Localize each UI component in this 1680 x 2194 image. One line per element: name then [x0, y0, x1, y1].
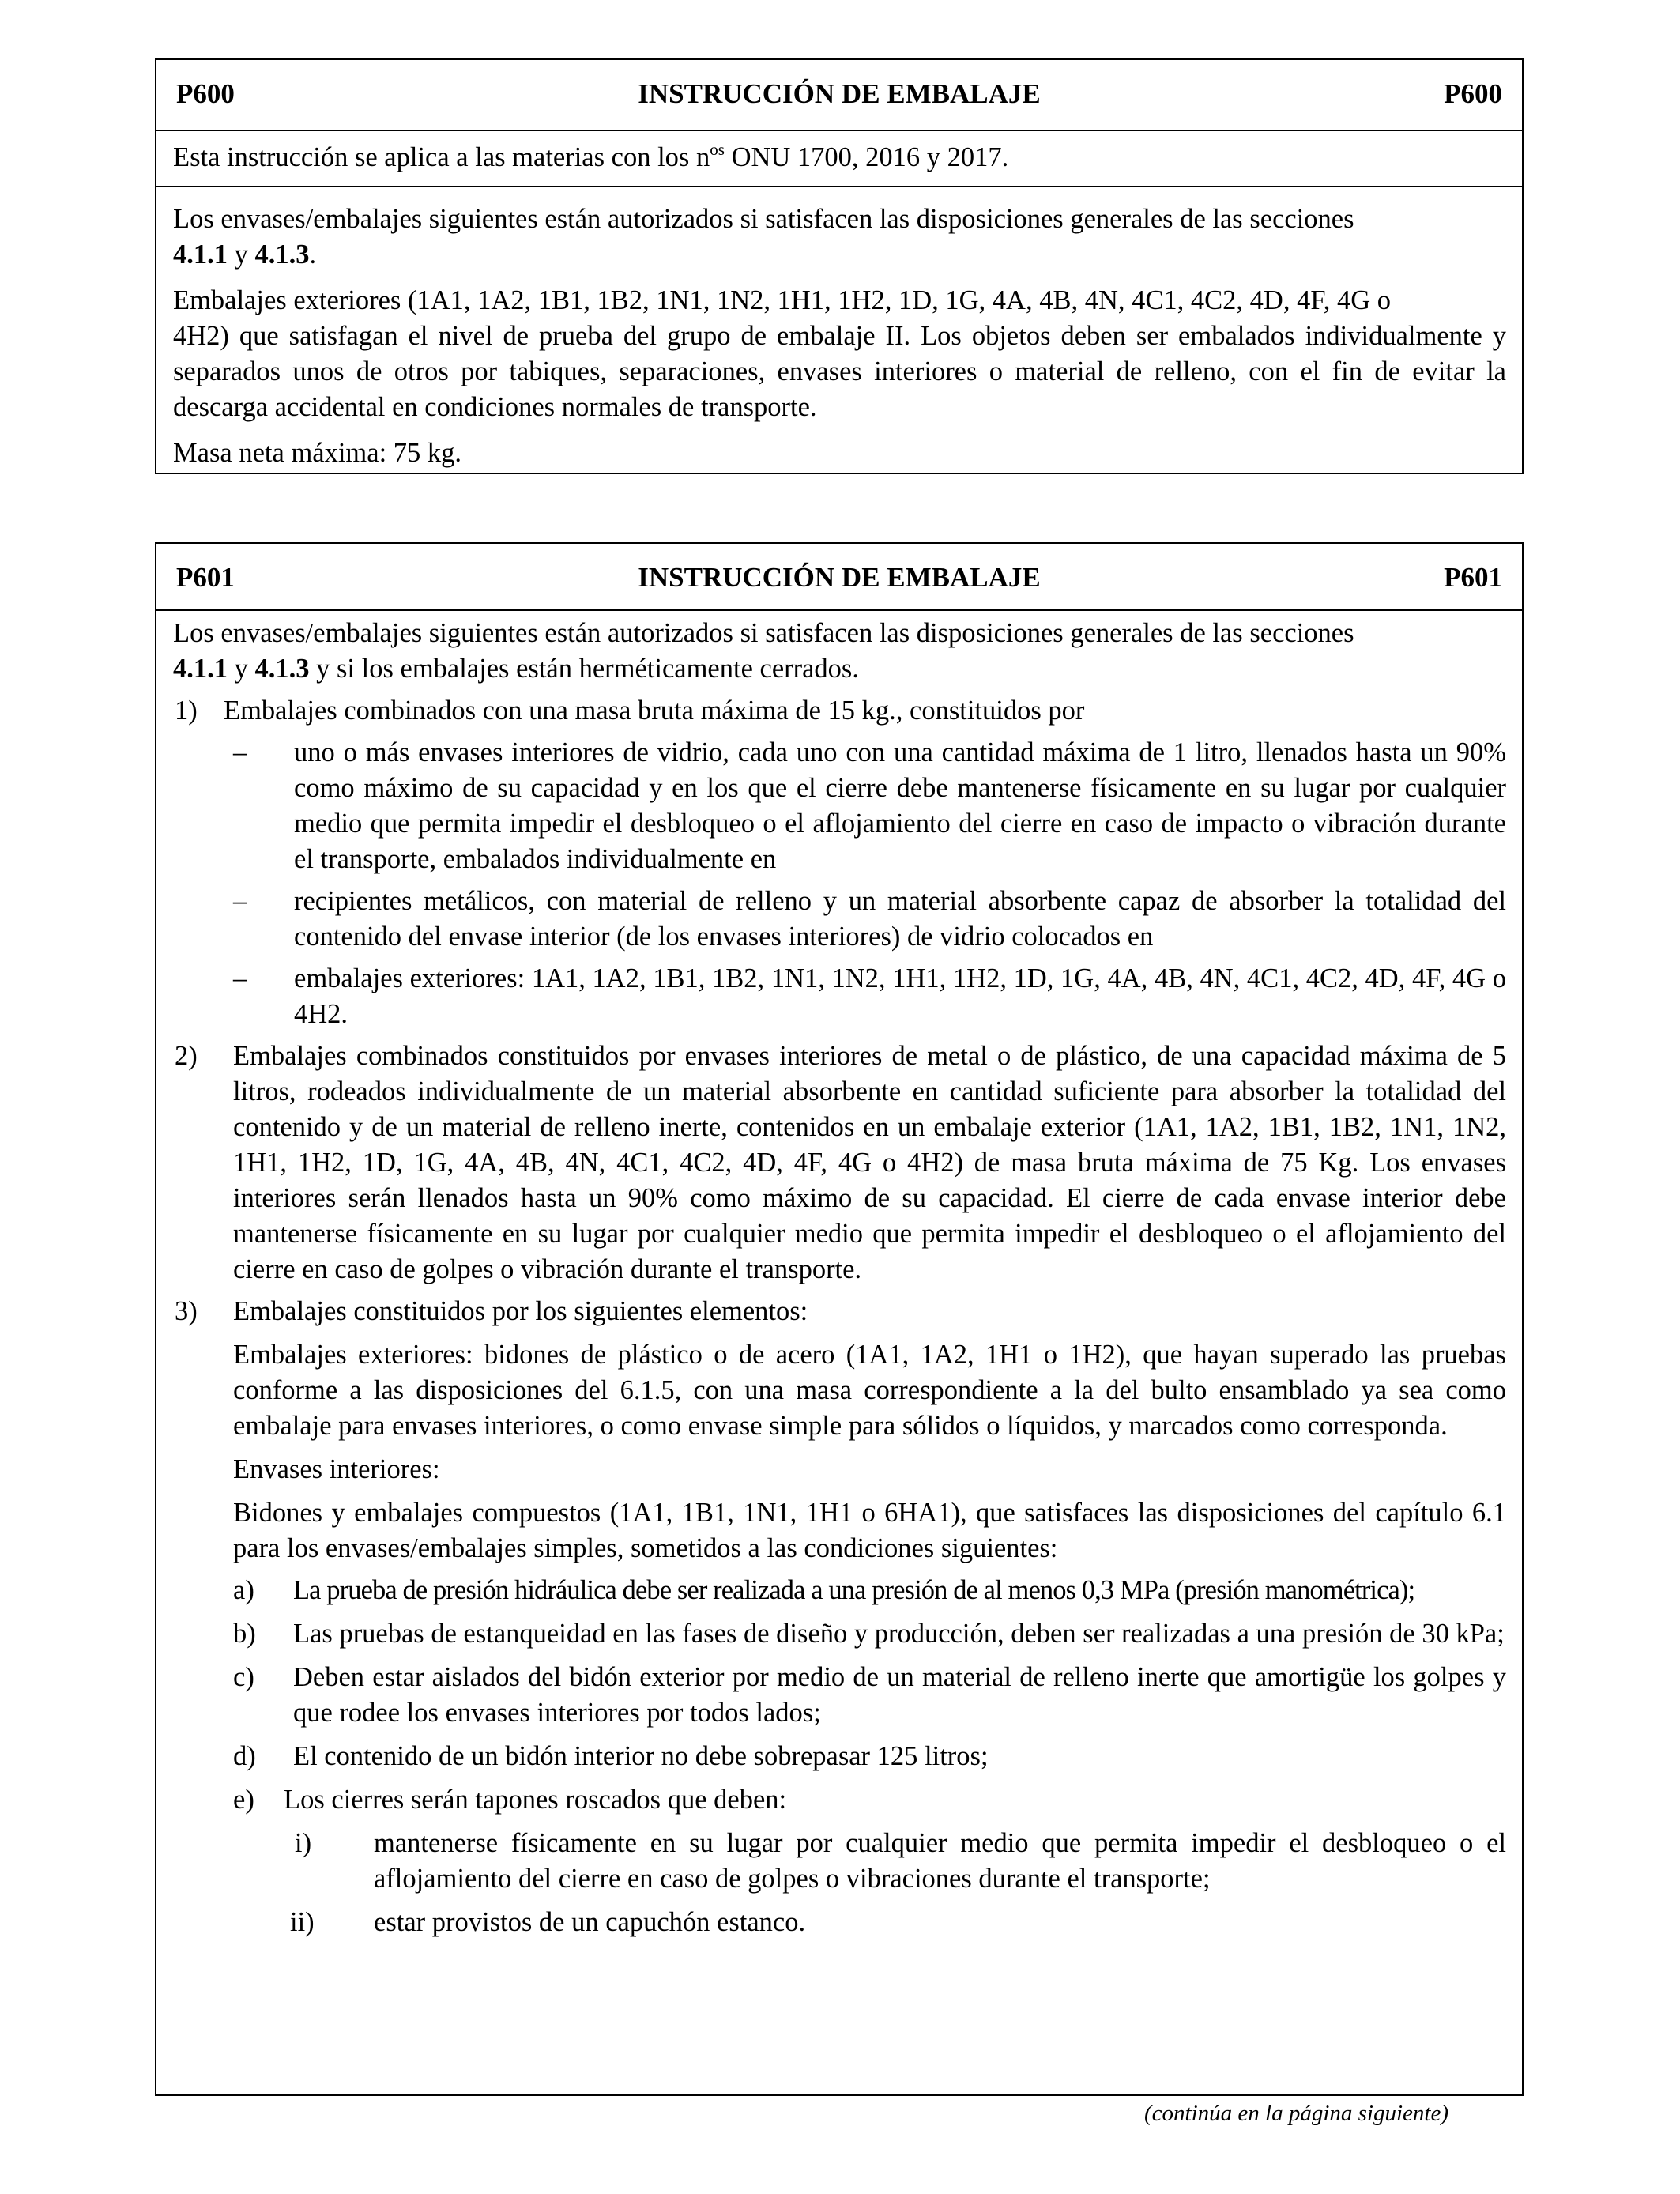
item-number: 3) [175, 1296, 198, 1326]
item-text: Embalajes combinados constituidos por envases interiores de metal o de plástico, de una capacidad máxima de 5 litros, rodeados individualmente de un material absorbente en cantidad suficiente para absorber la totalidad del contenido y de un material de relleno inerte, contenidos en un embalaje exterior (1A1, 1A2, 1B1, 1B2, 1N1, 1N2, 1H1, 1H2, 1D, 1G, 4A, 4B, 4N, 4C1, 4C2, 4D, 4F, 4G o 4H2) de masa bruta máxima de 75 Kg. Los envases interiores serán llenados hasta un 90% como máximo de su capacidad. El cierre de cada envase interior debe mantenerse físicamente en su lugar por cualquier medio que permita impedir el desbloqueo o el aflojamiento del cierre en caso de golpes o vibración durante el transporte. [233, 1041, 1506, 1284]
authorization-text: Los envases/embalajes siguientes están autorizados si satisfacen las disposiciones generales de las secciones 4.1.1 y 4.1.3 y si los embalajes están herméticamente cerrados. [173, 618, 1354, 684]
item-text: El contenido de un bidón interior no debe sobrepasar 125 litros; [293, 1741, 989, 1771]
item-text: mantenerse físicamente en su lugar por cualquier medio que permita impedir el desbloqueo o el aflojamiento del cierre en caso de golpes o vibraciones durante el transporte; [374, 1828, 1506, 1894]
sub-item-i [233, 1826, 1506, 1897]
dash-item [173, 961, 1506, 1032]
inner-packagings-text: Bidones y embalajes compuestos (1A1, 1B1, 1N1, 1H1 o 6HA1), que satisfaces las disposiciones del capítulo 6.1 para los envases/embalajes simples, sometidos a las condiciones siguientes: [233, 1498, 1506, 1563]
item-text: Embalajes combinados con una masa bruta máxima de 15 kg., constituidos por [224, 696, 1085, 726]
sub-item-a [233, 1573, 1506, 1608]
dash-item [173, 735, 1506, 877]
list-item-2 [173, 1039, 1506, 1287]
instruction-code-right: P601 [1444, 562, 1502, 593]
item-text: Los cierres serán tapones roscados que deben: [284, 1785, 787, 1815]
sub-item-label: d) [233, 1741, 256, 1771]
scope-row [156, 131, 1522, 187]
outer-packagings-text: Embalajes exteriores: bidones de plástico o de acero (1A1, 1A2, 1H1 o 1H2), que hayan superado las pruebas conforme a las disposiciones del 6.1.5, con una masa correspondiente a la del bulto ensamblado ya sea como embalaje para envases interiores, o como envase simple para sólidos o líquidos, y marcados como corresponda. [233, 1340, 1506, 1441]
packing-instruction-p601 [155, 542, 1524, 2096]
item-text: uno o más envases interiores de vidrio, cada uno con una cantidad máxima de 1 litro, llenados hasta un 90% como máximo de su capacidad y en los que el cierre debe mantenerse físicamente en su lugar por cualquier medio que permita impedir el desbloqueo o el aflojamiento del cierre en caso de impacto o vibración durante el transporte, embalados individualmente en [294, 737, 1506, 874]
item-text: Deben estar aislados del bidón exterior por medio de un material de relleno inerte que amortigüe los golpes y que rodee los envases interiores por todos lados; [293, 1662, 1506, 1728]
sub-item-ii [233, 1905, 1506, 1940]
dash-marker: – [233, 737, 247, 767]
instruction-title: INSTRUCCIÓN DE EMBALAJE [638, 78, 1041, 109]
provisions-row [156, 611, 1522, 1940]
sub-item-label: ii) [290, 1907, 315, 1937]
sub-item-d [233, 1739, 1506, 1774]
sub-item-label: c) [233, 1662, 254, 1692]
instruction-header [156, 60, 1522, 131]
list-item-3 [173, 1294, 1506, 1940]
instruction-code-left: P601 [176, 562, 235, 593]
sub-item-e [233, 1782, 1506, 1818]
item-number: 2) [175, 1041, 198, 1071]
sub-item-label: b) [233, 1619, 256, 1649]
scope-text: Esta instrucción se aplica a las materias con los $n^{os}$ ONU 1700, 2016 y 2017. [173, 139, 1009, 172]
sub-item-label: a) [233, 1575, 254, 1605]
item-text: recipientes metálicos, con material de relleno y un material absorbente capaz de absorber la totalidad del contenido del envase interior (de los envases interiores) de vidrio colocados en [294, 886, 1506, 952]
item-text: embalajes exteriores: 1A1, 1A2, 1B1, 1B2, 1N1, 1N2, 1H1, 1H2, 1D, 1G, 4A, 4B, 4N, 4C1, 4C2, 4D, 4F, 4G o 4H2. [294, 963, 1506, 1029]
continuation-note: (continúa en la página siguiente) [1144, 2101, 1448, 2126]
sub-item-b [233, 1616, 1506, 1652]
sub-item-label: e) [233, 1785, 254, 1815]
instruction-code-left: P600 [176, 78, 235, 109]
sub-item-label: i) [295, 1828, 312, 1858]
authorization-text: Los envases/embalajes siguientes están autorizados si satisfacen las disposiciones generales de las secciones 4.1.1 y 4.1.3. [173, 204, 1354, 270]
provisions-row [156, 187, 1522, 471]
packing-instruction-p600 [155, 58, 1524, 474]
list-item-1 [173, 693, 1506, 729]
dash-marker: – [233, 886, 247, 916]
outer-packagings-text: Embalajes exteriores (1A1, 1A2, 1B1, 1B2, 1N1, 1N2, 1H1, 1H2, 1D, 1G, 4A, 4B, 4N, 4C1, 4C2, 4D, 4F, 4G o 4H2) que satisfagan el nivel de prueba del grupo de embalaje II. Los objetos deben ser embalados individualmente y separados unos de otros por tabiques, separaciones, envases interiores o material de relleno, con el fin de evitar la descarga accidental en condiciones normales de transporte. [173, 285, 1506, 422]
item-text: La prueba de presión hidráulica debe ser realizada a una presión de al menos 0,3 MPa (presión manométrica); [293, 1575, 1415, 1605]
instruction-header [156, 544, 1522, 611]
sub-item-c [233, 1660, 1506, 1731]
item-text: Embalajes constituidos por los siguientes elementos: [233, 1296, 808, 1326]
item-number: 1) [175, 696, 198, 726]
item-text: estar provistos de un capuchón estanco. [374, 1907, 806, 1937]
dash-marker: – [233, 963, 247, 993]
inner-packagings-label: Envases interiores: [233, 1454, 440, 1484]
instruction-title: INSTRUCCIÓN DE EMBALAJE [638, 562, 1041, 593]
item-text: Las pruebas de estanqueidad en las fases de diseño y producción, deben ser realizadas a una presión de 30 kPa; [293, 1619, 1505, 1649]
max-net-mass: Masa neta máxima: 75 kg. [173, 438, 462, 468]
instruction-code-right: P600 [1444, 78, 1502, 109]
dash-item [173, 884, 1506, 955]
